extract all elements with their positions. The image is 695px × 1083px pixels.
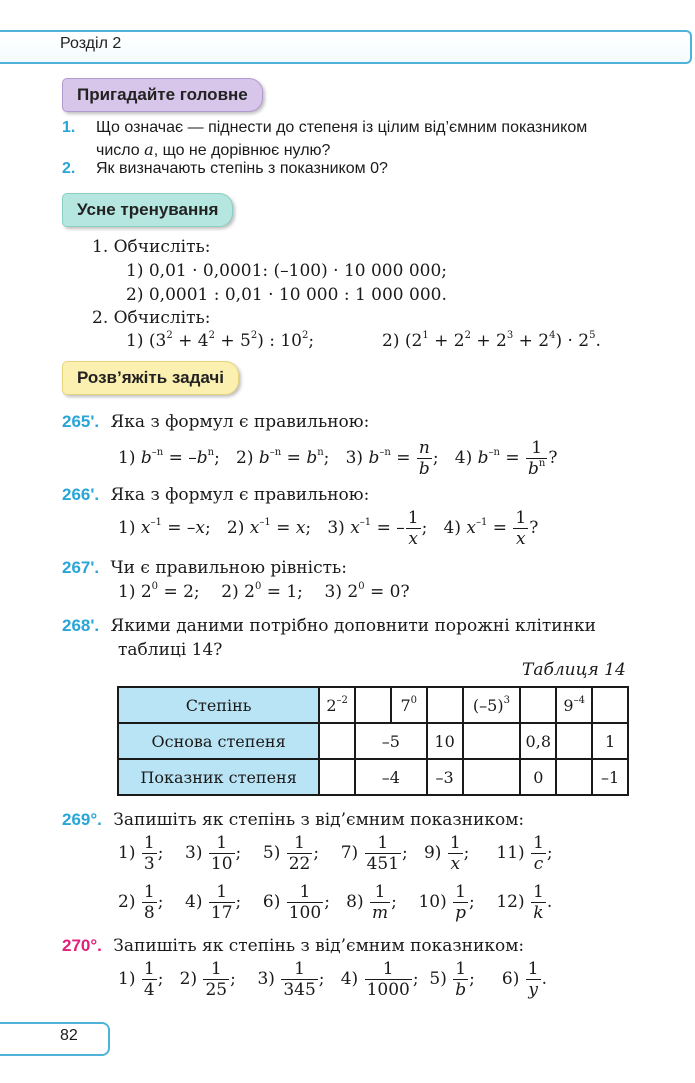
question-line: число a, що не дорівнює нулю? — [96, 140, 331, 159]
table-cell: $7^0$ — [391, 687, 427, 723]
problem-number: 267'. — [62, 558, 100, 577]
table-row-label: Основа степеня — [118, 723, 319, 759]
table-cell — [319, 723, 355, 759]
table-cell: –1 — [592, 759, 628, 795]
table-cell: –5 — [355, 723, 427, 759]
oral-task-2b: 2) $(2^1 + 2^2 + 2^3 + 2^4) \cdot 2^5$. — [382, 330, 601, 351]
oral-task-2a: 1) $(3^2 + 4^2 + 5^2)$ : $10^2$; — [126, 330, 315, 351]
table-cell — [592, 687, 628, 723]
table-cell: $(-5)^3$ — [463, 687, 521, 723]
table-cell — [319, 759, 355, 795]
recall-question-1-text — [96, 117, 587, 162]
problem-text: Якими даними потрібно доповнити порожні клітинки — [110, 616, 596, 636]
problem-265 — [62, 410, 369, 434]
oral-task-1: 1. Обчисліть: — [92, 237, 211, 257]
table-row — [118, 759, 628, 795]
question-number: 1. — [62, 119, 76, 136]
recall-question-2 — [62, 158, 75, 180]
problem-267-options: 1) $2^0 = 2$; 2) $2^0 = 1$; 3) $2^0 = 0$? — [118, 581, 410, 602]
question-line: Що означає — піднести до степеня із цілим від’ємним показником — [96, 119, 588, 136]
problem-265-options: 1) $b^{-n} = -b^n$; 2) $b^{-n} = b^n$; 3) $b^{-n}$ = $\frac{n}{b}$ ; 4) $b^{-n}$ = $\frac{1}{b^n}$ ? — [118, 438, 558, 479]
problem-270-row: 1) $\frac{1}{4}$ ; 2) $\frac{1}{25}$ ; 3) $\frac{1}{345}$ ; 4) $\frac{1}{1000}$ ; 5) $\frac{1}{b}$ ; 6) $\frac{1}{y}$ . — [118, 959, 547, 1000]
problem-269 — [62, 808, 524, 832]
table-cell: –4 — [355, 759, 427, 795]
problem-text: Яка з формул є правильною: — [110, 485, 370, 505]
problem-number: 265'. — [62, 412, 100, 431]
table-cell — [556, 723, 592, 759]
table-row-label: Степінь — [118, 687, 319, 723]
table-14 — [117, 686, 629, 796]
oral-task-1b: 2) 0,0001 : 0,01 · 10 000 : 1 000 000. — [126, 285, 447, 305]
problem-text: Яка з формул є правильною: — [110, 412, 370, 432]
problem-268 — [62, 614, 596, 638]
table-row-label: Показник степеня — [118, 759, 319, 795]
chapter-label: Розділ 2 — [60, 35, 122, 52]
oral-task-1a: 1) 0,01 · 0,0001: (–100) · 10 000 000; — [126, 261, 448, 281]
table-cell — [463, 723, 521, 759]
problem-268-text2: таблиці 14? — [118, 640, 223, 660]
table-row — [118, 687, 628, 723]
section-recall: Пригадайте головне — [62, 78, 263, 112]
problem-267 — [62, 556, 347, 580]
table-cell: $2^{-2}$ — [319, 687, 355, 723]
page-number-tab — [0, 1022, 110, 1056]
table-caption: Таблиця 14 — [522, 660, 626, 680]
section-solve: Розв’яжіть задачі — [62, 361, 239, 395]
problem-269-row1: 1) $\frac{1}{3}$ ; 3) $\frac{1}{10}$ ; 5) $\frac{1}{22}$ ; 7) $\frac{1}{451}$ ; 9) $\frac{1}{x}$ ; 11) $\frac{1}{c}$ ; — [118, 833, 553, 874]
table-cell: $9^{-4}$ — [556, 687, 592, 723]
problem-number: 269°. — [62, 810, 102, 829]
table-cell: 0,8 — [520, 723, 556, 759]
table-cell: –3 — [427, 759, 463, 795]
table-cell — [355, 687, 391, 723]
recall-question-2-text: Як визначають степінь з показником 0? — [96, 160, 388, 177]
problem-text: Запишіть як степінь з від’ємним показником: — [113, 936, 525, 956]
table-cell — [520, 687, 556, 723]
recall-question-1 — [62, 117, 75, 139]
problem-266-options: 1) $x^{-1} = -x$; 2) $x^{-1} = x$; 3) $x^{-1}$ = – $\frac{1}{x}$ ; 4) $x^{-1}$ = $\frac{1}{x}$ ? — [118, 508, 539, 549]
problem-266 — [62, 483, 369, 507]
problem-number: 266'. — [62, 485, 100, 504]
table-cell — [463, 759, 521, 795]
table-row — [118, 723, 628, 759]
problem-270 — [62, 934, 524, 958]
table-cell: 1 — [592, 723, 628, 759]
table-cell — [427, 687, 463, 723]
problem-number: 270°. — [62, 936, 102, 955]
table-cell: 10 — [427, 723, 463, 759]
section-oral: Усне тренування — [62, 193, 233, 227]
problem-text: Запишіть як степінь з від’ємним показником: — [113, 810, 525, 830]
table-cell: 0 — [520, 759, 556, 795]
table-cell — [556, 759, 592, 795]
problem-number: 268'. — [62, 616, 100, 635]
problem-269-row2: 2) $\frac{1}{8}$ ; 4) $\frac{1}{17}$ ; 6) $\frac{1}{100}$ ; 8) $\frac{1}{m}$ ; 10) $\frac{1}{p}$ ; 12) $\frac{1}{k}$ . — [118, 882, 553, 923]
question-number: 2. — [62, 160, 76, 177]
problem-text: Чи є правильною рівність: — [110, 558, 347, 578]
oral-task-2: 2. Обчисліть: — [92, 308, 211, 328]
page-number: 82 — [60, 1027, 78, 1044]
